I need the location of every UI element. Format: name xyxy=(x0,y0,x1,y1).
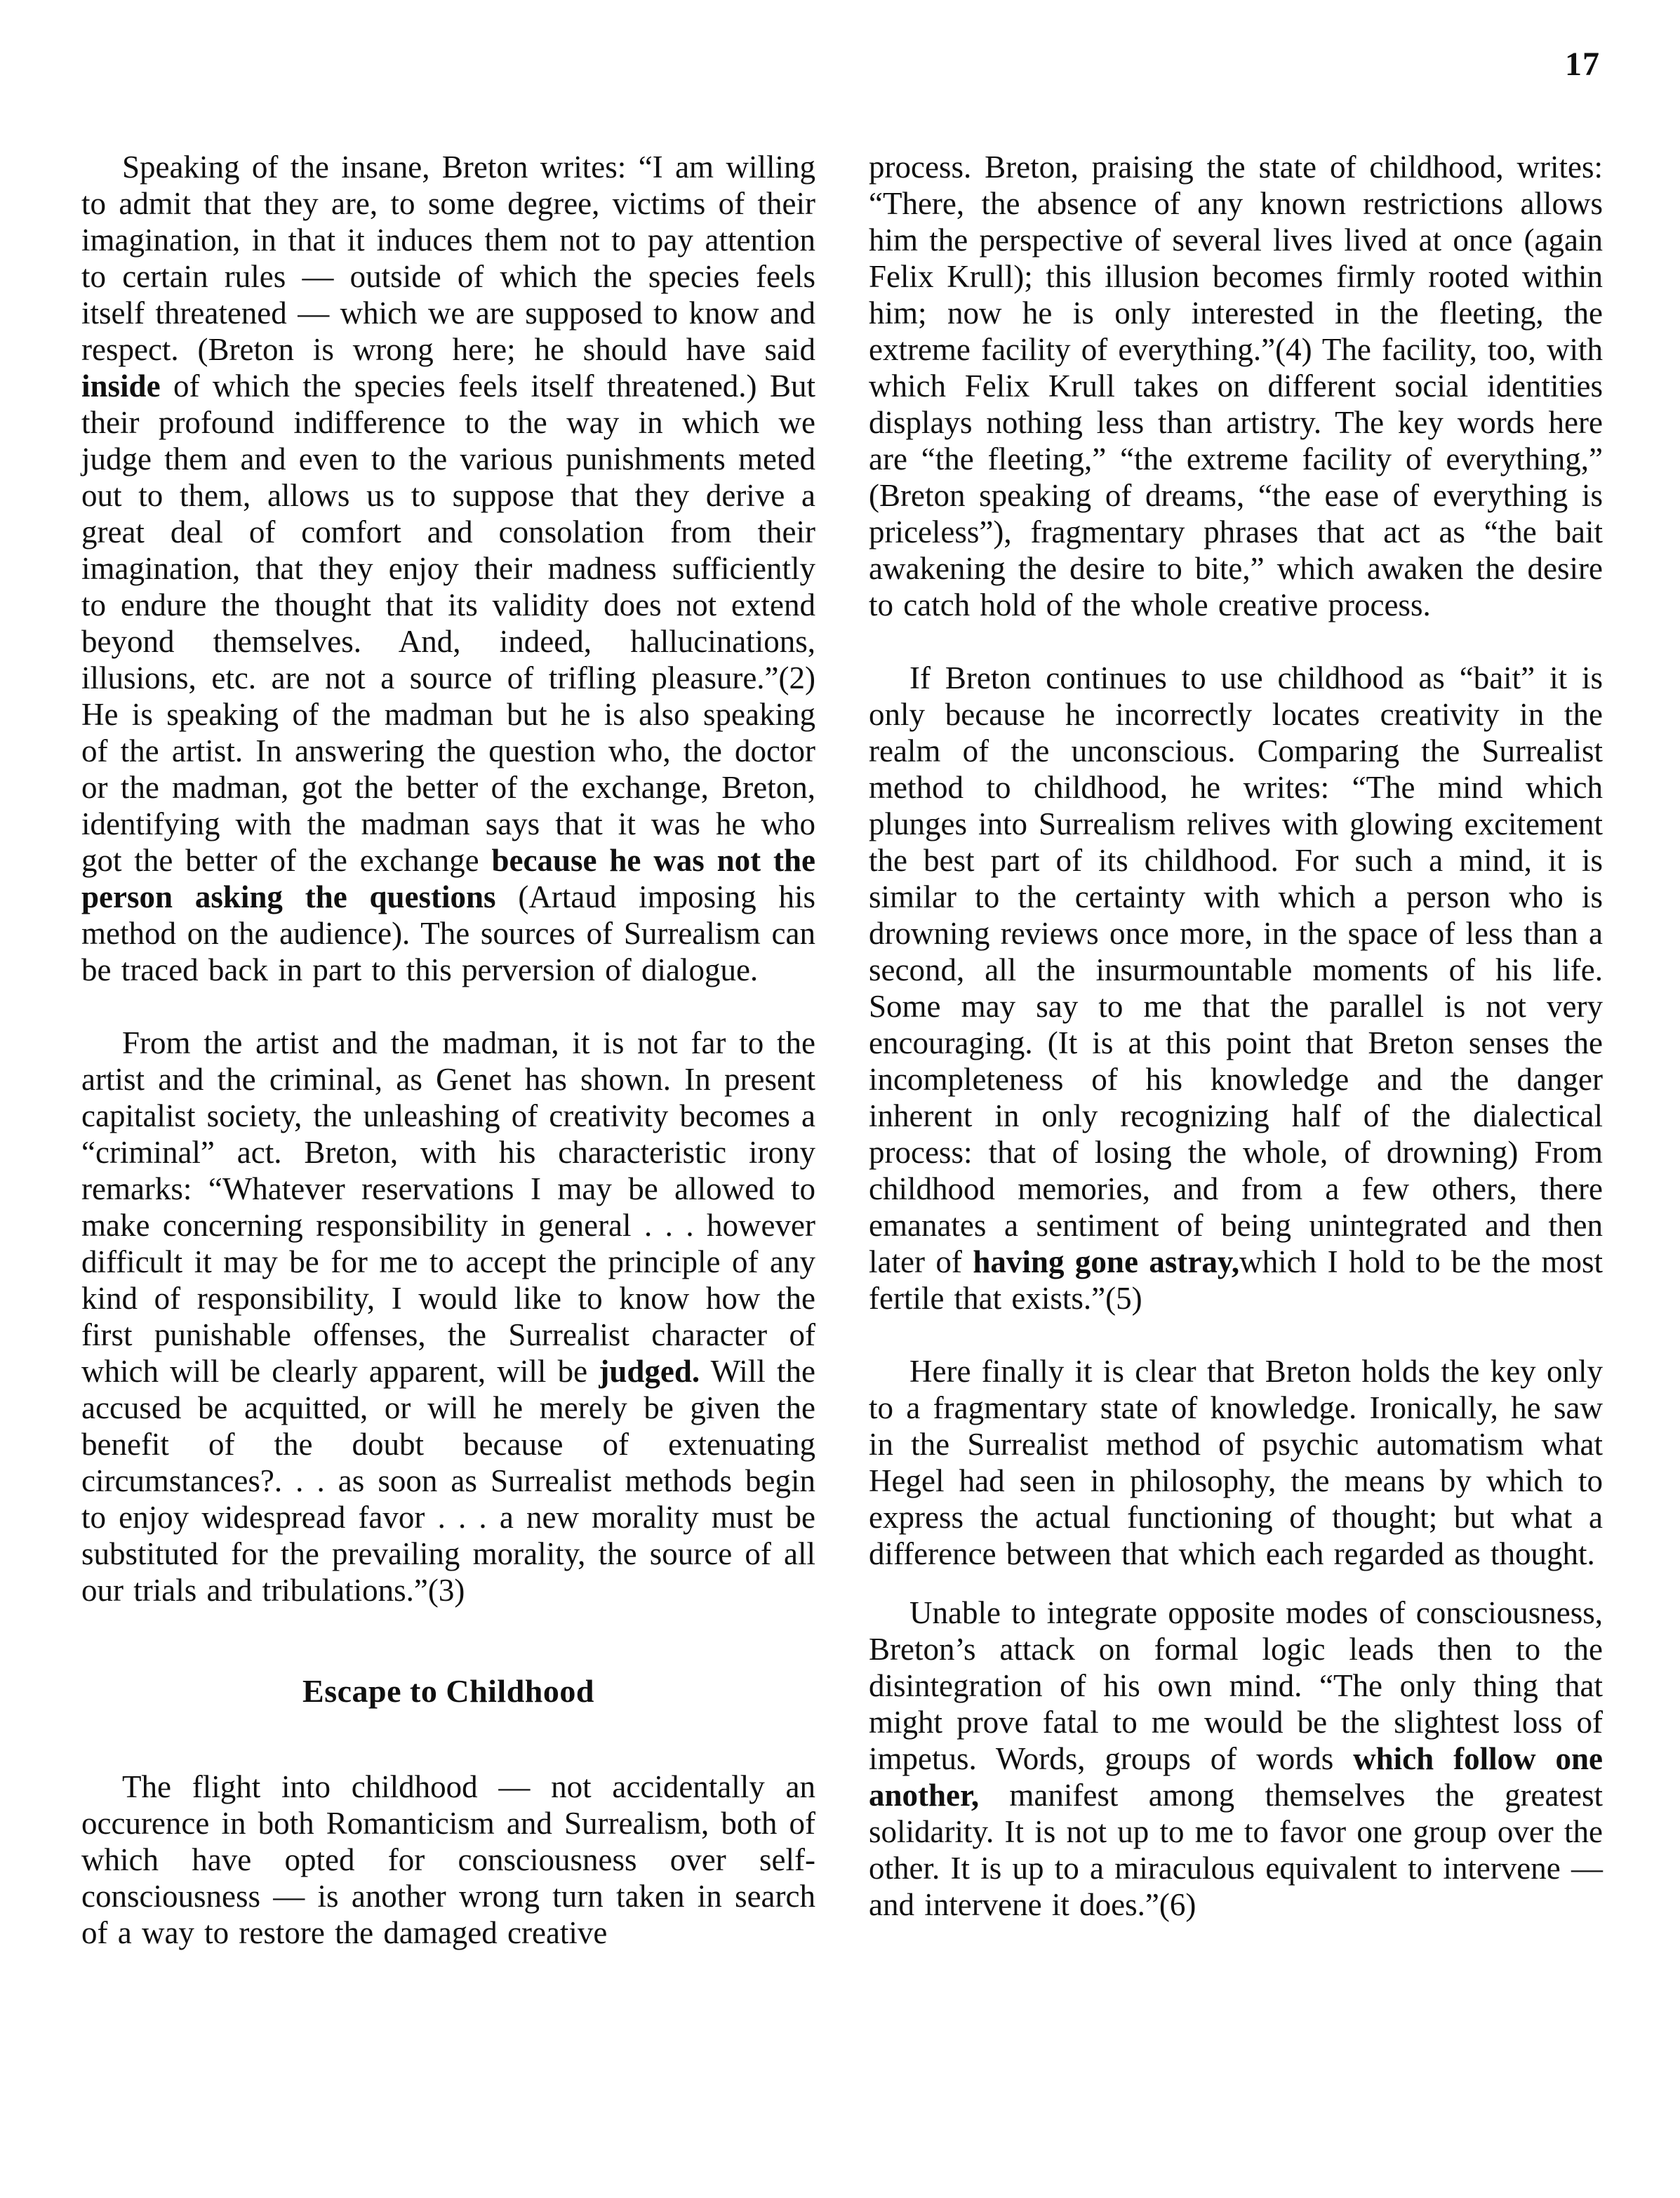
text-segment: Here finally it is clear that Breton holds the key only to a fragmentary state of knowledge. Ironically, he saw in the Surrealist method of psychic automatism what Hegel had seen in philosophy, the means by which to express the actual functioning of thought; but what a difference between that which each regarded as thought. xyxy=(869,1354,1603,1571)
text-columns xyxy=(81,149,1603,1987)
column-left xyxy=(81,149,815,1987)
text-segment: manifest among themselves the greatest solidarity. It is not up to me to favor one group over the other. It is up to a miraculous equivalent to intervene — and intervene it does.”(6) xyxy=(869,1778,1603,1922)
paragraph-artist-and-criminal xyxy=(81,1025,815,1608)
paragraph-childhood-as-bait xyxy=(869,660,1603,1317)
bold-phrase-judged: judged. xyxy=(599,1354,700,1389)
text-segment: Speaking of the insane, Breton writes: “I am willing to admit that they are, to some degree, victims of their imagination, in that it induces them not to pay attention to certain rules — outside of which the species feels itself threatened — which we are supposed to know and respect. (Breton is wrong here; he should have said xyxy=(81,149,815,367)
text-segment: Will the accused be acquitted, or will he merely be given the benefit of the doubt because of extenuating circumstances?. . . as soon as Surrealist methods begin to enjoy widespread favor . . . a new morality must be substituted for the prevailing morality, the source of all our trials and tribulations.”(3) xyxy=(81,1354,816,1608)
paragraph-speaking-of-insane xyxy=(81,149,815,988)
bold-phrase-which-follow-one-another: which follow one another, xyxy=(869,1741,1603,1813)
bold-phrase-having-gone-astray: having gone astray, xyxy=(973,1244,1240,1279)
bold-phrase-not-the-person: because he was not the person asking the questions xyxy=(81,843,815,914)
column-right xyxy=(869,149,1603,1987)
text-segment: process. Breton, praising the state of childhood, writes: “There, the absence of any known restrictions allows him the perspective of several lives lived at once (again Felix Krull); this illusion becomes firmly rooted within him; now he is only interested in the fleeting, the extreme facility of everything.”(4) The facility, too, with which Felix Krull takes on different social identities displays nothing less than artistry. The key words here are “the fleeting,” “the extreme facility of everything,” (Breton speaking of dreams, “the ease of everything is priceless”), fragmentary phrases that act as “the bait awakening the desire to bite,” which awaken the desire to catch hold of the whole creative process. xyxy=(869,149,1603,622)
text-segment: The flight into childhood — not accidentally an occurence in both Romanticism and Surrealism, both of which have opted for consciousness over self-consciousness — is another wrong turn taken in search of a way to restore the damaged creative xyxy=(81,1769,815,1950)
bold-phrase-inside: inside xyxy=(81,368,161,404)
text-segment: (Artaud imposing his method on the audience). The sources of Surrealism can be traced back in part to this perversion of dialogue. xyxy=(81,879,815,987)
paragraph-breton-holds-key xyxy=(869,1353,1603,1572)
text-segment: From the artist and the madman, it is not far to the artist and the criminal, as Genet has shown. In present capitalist society, the unleashing of creativity becomes a “criminal” act. Breton, with his characteristic irony remarks: “Whatever reservations I may be allowed to make concerning responsibility in general . . . however difficult it may be for me to accept the principle of any kind of responsibility, I would like to know how the first punishable offenses, the Surrealist character of which will be clearly apparent, will be xyxy=(81,1025,815,1389)
paragraph-unable-to-integrate xyxy=(869,1594,1603,1923)
text-segment: which I hold to be the most fertile that exists.”(5) xyxy=(869,1244,1603,1316)
text-segment: Unable to integrate opposite modes of consciousness, Breton’s attack on formal logic leads then to the disintegration of his own mind. “The only thing that might prove fatal to me would be the slightest loss of impetus. Words, groups of words xyxy=(869,1595,1603,1776)
paragraph-creative-process xyxy=(869,149,1603,623)
text-segment: If Breton continues to use childhood as “bait” it is only because he incorrectly locates creativity in the realm of the unconscious. Comparing the Surrealist method to childhood, he writes: “The mind which plunges into Surrealism relives with glowing excitement the best part of its childhood. For such a mind, it is similar to the certainty with which a person who is drowning reviews once more, in the space of less than a second, all the insurmountable moments of his life. Some may say to me that the parallel is not very encouraging. (It is at this point that Breton senses the incompleteness of his knowledge and the danger inherent in only recognizing half of the dialectical process: that of losing the whole, of drowning) From childhood memories, and from a few others, there emanates a sentiment of being unintegrated and then later of xyxy=(869,660,1603,1279)
paragraph-flight-into-childhood xyxy=(81,1769,815,1951)
section-heading-escape-to-childhood: Escape to Childhood xyxy=(302,1673,594,1709)
text-segment: of which the species feels itself threatened.) But their profound indifference to the way in which we judge them and even to the various punishments meted out to them, allows us to suppose that they derive a great deal of comfort and consolation from their imagination, that they enjoy their madness sufficiently to endure the thought that its validity does not extend beyond themselves. And, indeed, hallucinations, illusions, etc. are not a source of trifling pleasure.”(2) He is speaking of the madman but he is also speaking of the artist. In answering the question who, the doctor or the madman, got the better of the exchange, Breton, identifying with the madman says that it was he who got the better of the exchange xyxy=(81,368,815,878)
page-number: 17 xyxy=(1565,46,1600,83)
